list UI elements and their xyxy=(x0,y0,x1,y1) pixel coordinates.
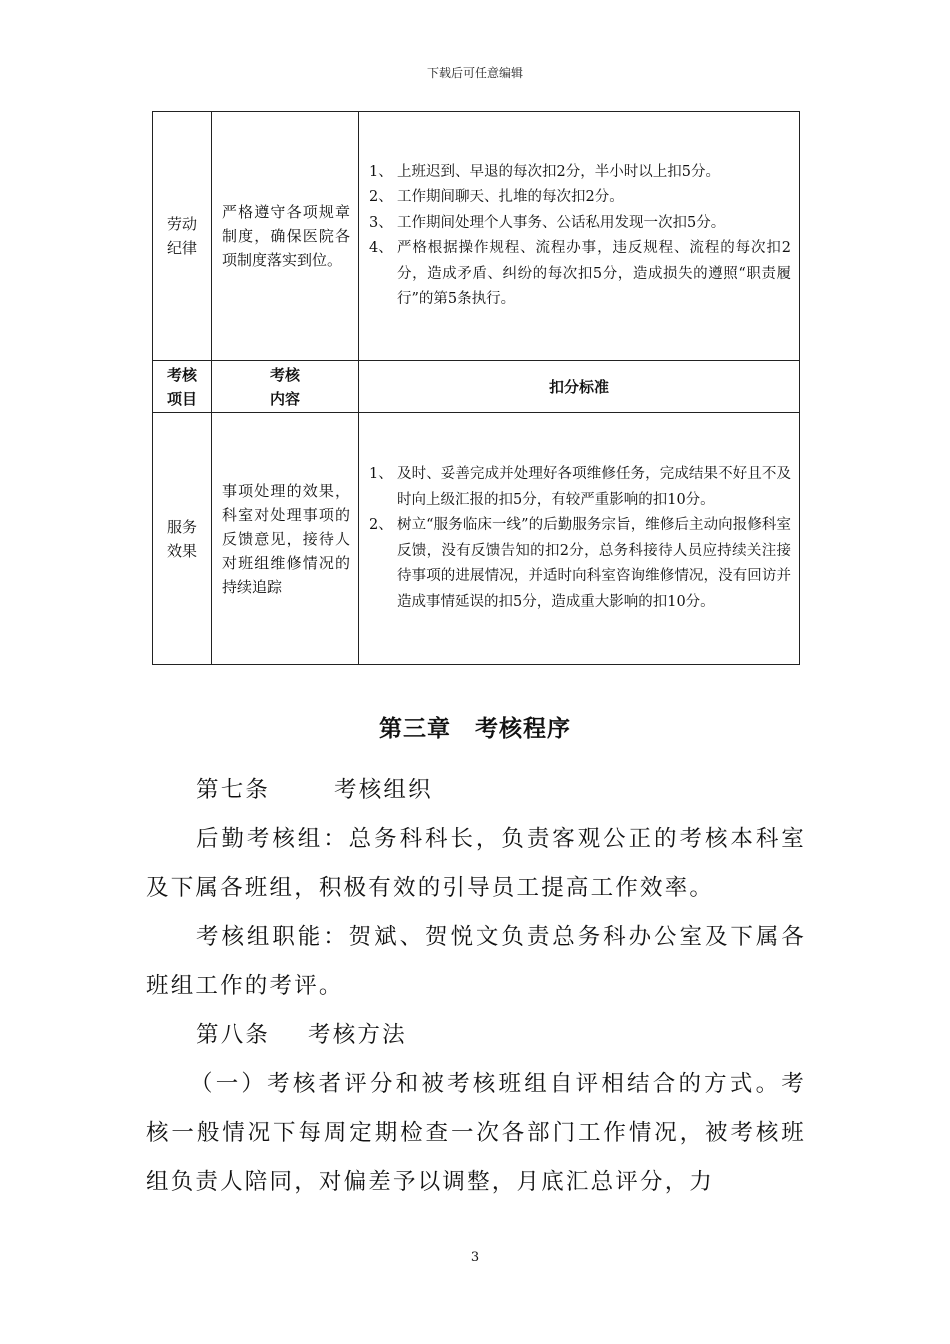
content-cell: 事项处理的效果，科室对处理事项的反馈意见，接待人对班组维修情况的持续追踪 xyxy=(212,413,359,665)
table-row xyxy=(153,112,800,361)
item-label: 劳动纪律 xyxy=(166,215,197,257)
list-item: 1、 上班迟到、早退的每次扣2分，半小时以上扣5分。 xyxy=(369,163,720,180)
assessment-table xyxy=(152,111,800,665)
criteria-cell xyxy=(359,413,800,665)
paragraph: （一）考核者评分和被考核班组自评相结合的方式。考核一般情况下每周定期检查一次各部门工作情况，被考核班组负责人陪同，对偏差予以调整，月底汇总评分，力 xyxy=(146,1071,806,1195)
list-item: 2、 工作期间聊天、扎堆的每次扣2分。 xyxy=(369,189,624,205)
criteria-cell xyxy=(359,112,800,361)
table-row xyxy=(153,413,800,665)
header-criteria: 扣分标准 xyxy=(359,361,800,413)
article-title: 考核方法 xyxy=(308,1022,407,1048)
list-item: 1、 及时、妥善完成并处理好各项维修任务，完成结果不好且不及时向上级汇报的扣5分，有较严重影响的扣10分。 xyxy=(369,466,791,508)
paragraph: 考核组职能：贺斌、贺悦文负责总务科办公室及下属各班组工作的考评。 xyxy=(146,924,806,999)
article-heading xyxy=(196,766,596,815)
chapter-title: 第三章 考核程序 xyxy=(379,715,571,742)
paragraph: 后勤考核组：总务科科长，负责客观公正的考核本科室及下属各班组，积极有效的引导员工提高工作效率。 xyxy=(146,826,806,901)
list-item: 2、 树立“服务临床一线”的后勤服务宗旨，维修后主动向报修科室反馈，没有反馈告知的扣2分，总务科接待人员应持续关注接待事项的进展情况，并适时向科室咨询维修情况，没有回访并造成事情延误的扣5分，造成重大影响的扣10分。 xyxy=(369,517,791,610)
header-item: 考核项目 xyxy=(166,365,197,408)
article-number: 第七条 xyxy=(196,777,271,803)
article-heading xyxy=(196,1011,596,1060)
item-label: 服务效果 xyxy=(166,517,197,560)
list-item: 3、 工作期间处理个人事务、公话私用发现一次扣5分。 xyxy=(369,214,726,231)
article-title: 考核组织 xyxy=(334,777,433,803)
header-content: 考核内容 xyxy=(269,365,300,408)
article-number: 第八条 xyxy=(196,1022,271,1048)
table-header-row xyxy=(153,361,800,413)
page-header: 下载后可任意编辑 xyxy=(426,66,523,80)
content-cell: 严格遵守各项规章制度，确保医院各项制度落实到位。 xyxy=(212,112,359,361)
list-item: 4、 严格根据操作规程、流程办事，违反规程、流程的每次扣2分，造成矛盾、纠纷的每次扣5分，造成损失的遵照“职责履行”的第5条执行。 xyxy=(369,240,791,307)
page-number: 3 xyxy=(470,1250,480,1265)
